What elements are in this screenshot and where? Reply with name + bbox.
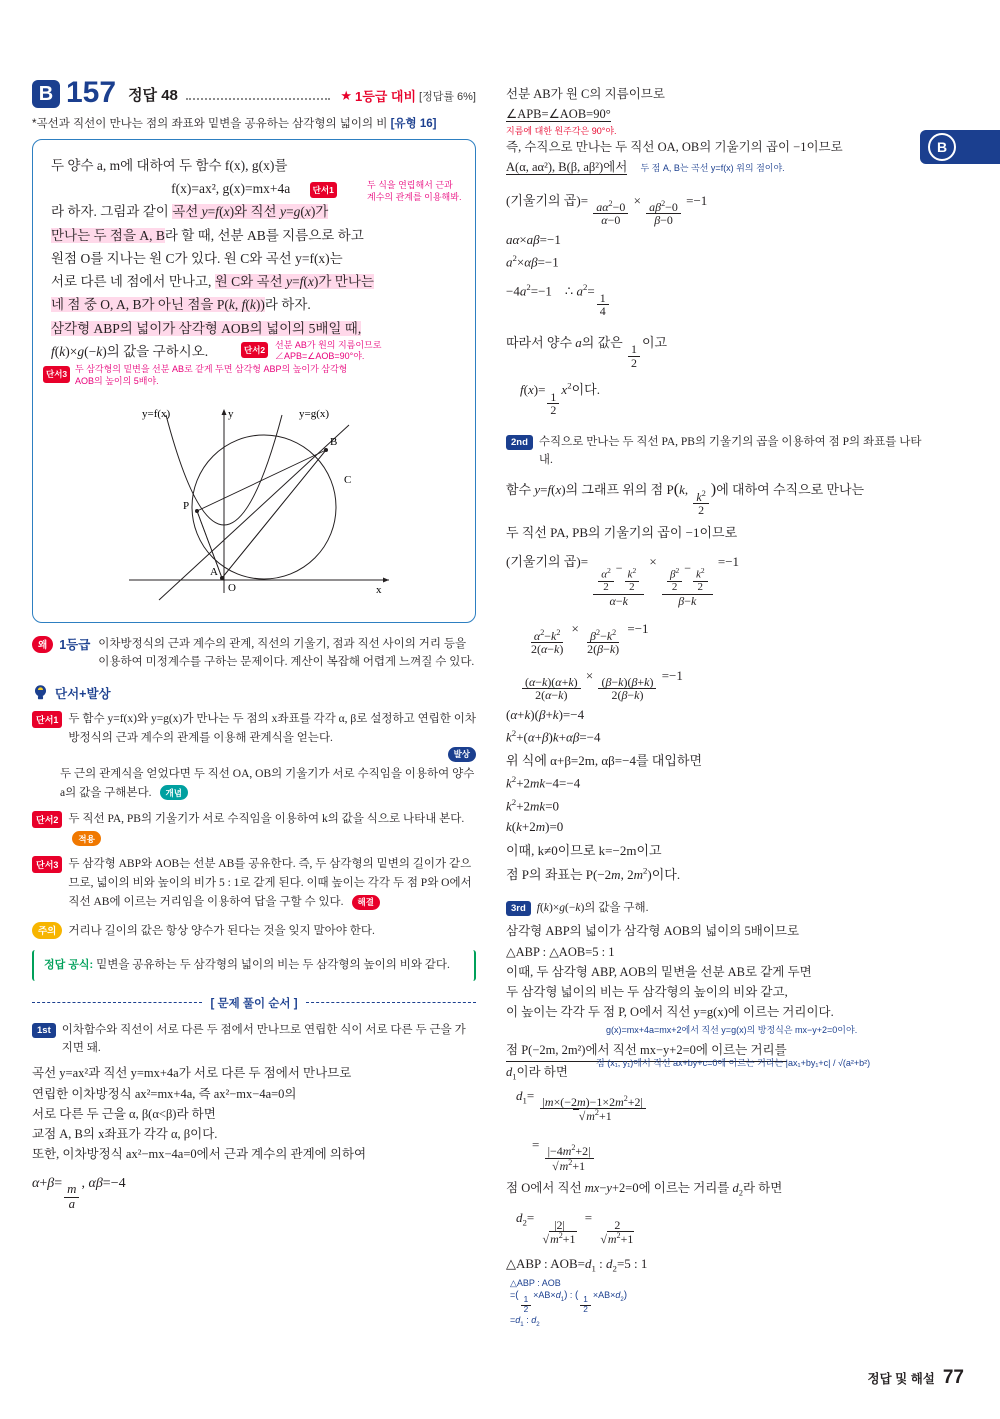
right-intro-line-4: A(α, aα²), B(β, aβ²)에서	[506, 160, 628, 175]
q-line-5: 원점 O를 지나는 원 C가 있다. 원 C와 곡선 y=f(x)는	[51, 250, 343, 266]
caution-badge: 주의	[32, 922, 62, 939]
dist-o-line: 점 O에서 직선 mx−y+2=0에 이르는 거리를 $d_2$라 하면	[506, 1181, 783, 1198]
q-line-1: 두 양수 a, m에 대하여 두 함수 f(x), g(x)를	[51, 158, 288, 173]
question-figure	[104, 395, 404, 610]
dist-eq-1: $d_1=$ $\frac{|m\times(-2m)-1\times 2m^2+2|}{√m^2+1}$	[506, 1088, 926, 1123]
question-text	[46, 154, 462, 389]
step2-eq-7: $k^2+2mk=0$	[506, 796, 560, 814]
figure-label-B: B	[330, 435, 338, 448]
dist-line-1: 점 P(−2m, 2m²)에서 직선 mx−y+2=0에 이르는 거리를	[506, 1040, 787, 1061]
step2-line-1: 함수 y=f(x)의 그래프 위의 점 P(k, $\frac{k^2}{2}$ )에 대하여 수직으로 만나는	[506, 480, 865, 518]
page-footer	[868, 1367, 964, 1389]
clue-item-3-text: 두 직선 PA, PB의 기울기가 서로 수직임을 이용하여 k의 값을 식으로 나타내 본다.	[68, 813, 465, 826]
figure-label-x: x	[376, 583, 382, 596]
step2-eq-8: k(k+2m)=0	[506, 819, 564, 835]
step1-equation: α+β= $\frac{m}{a}$ , αβ=−4	[32, 1175, 126, 1211]
footer-text: 정답 및 해설	[867, 1372, 935, 1386]
step1-badge: 1st	[32, 1023, 56, 1038]
answer-formula-text: 밑변을 공유하는 두 삼각형의 넓이의 비는 두 삼각형의 높이의 비와 같다.	[96, 959, 450, 972]
clue-item-1	[32, 709, 476, 760]
clue-note-1: 두 식을 연립해서 근과 계수의 관계를 이용해봐.	[367, 180, 462, 203]
eq-1: aα×aβ=−1	[506, 232, 561, 248]
right-intro-line-4-wrap	[506, 157, 926, 177]
step2-eq-5: 위 식에 α+β=2m, αβ=−4를 대입하면	[506, 753, 703, 769]
step2-title: 수직으로 만나는 두 직선 PA, PB의 기울기의 곱을 이용하여 점 P의 좌표를 나타내.	[538, 435, 922, 467]
q-line-7: 네 점 중 O, A, B가 아닌 점을 P(k, f(k))라 하자.	[51, 297, 311, 313]
right-intro-line-1: 선분 AB가 원 C의 지름이므로	[506, 87, 665, 101]
figure-label-A: A	[210, 565, 218, 578]
caution-text: 거리나 길이의 값은 항상 양수가 된다는 것을 잊지 말아야 한다.	[68, 924, 375, 937]
note-g-equation: g(x)=mx+4a=mx+2에서 직선 y=g(x)의 방정식은 mx−y+2=0이야.	[606, 1024, 858, 1035]
clue-item-3-badge: 단서2	[32, 811, 62, 828]
q-line-4: 만나는 두 점을 A, B라 할 때, 선분 AB를 지름으로 하고	[51, 227, 364, 243]
right-intro-line-2: ∠APB=∠AOB=90°	[506, 107, 611, 122]
step3-badge: 3rd	[506, 901, 531, 916]
lightbulb-icon	[32, 684, 49, 701]
figure-label-yfx: y=f(x)	[142, 407, 171, 420]
step2-eq-1: $\frac{\alpha^2-k^2}{2(\alpha-k)}$ × $\frac{\beta^2-k^2}{2(\beta-k)}$ =−1	[531, 621, 649, 657]
clue-item-4-text: 두 삼각형 ABP와 AOB는 선분 AB를 공유한다. 즉, 두 삼각형의 밑변의 길이가 같으므로, 넓이의 비와 높이의 비가 5 : 1로 같게 된다. 이때 높이는 각각 두 점 P와 O에서 직선 AB에 이르는 거리임을 이용하여 답을 구할 수 있다.	[68, 857, 472, 909]
note-top: 지름에 대한 원주각은 90°야.	[506, 125, 617, 136]
left-column	[32, 78, 476, 1211]
clue-tag-1: 단서1	[310, 182, 337, 199]
final-ratio-eq: △ABP : $AOB=d_1$ : $d_2=5$ : 1	[506, 1255, 648, 1274]
step2-eq-0: (기울기의 곱)= $\frac{\alpha^2}{2}$ − $\frac{k^2}{2}$ α−k × $\frac{\beta^2}{2}$ − $\frac{k^2}{2}$ β−k =−1	[506, 553, 740, 608]
why-title: 1등급	[59, 637, 91, 652]
grade-group	[340, 86, 476, 105]
figure-label-ygx: y=g(x)	[299, 407, 330, 420]
right-intro-line-2-wrap	[506, 104, 926, 137]
note-point: 두 점 A, B는 곡선 y=f(x) 위의 점이야.	[640, 163, 785, 174]
question-type: [유형 16]	[390, 118, 437, 130]
q-line-3: 라 하자. 그림과 같이 곡선 y=f(x)와 직선 y=g(x)가	[51, 204, 329, 220]
clue-note-2: 선분 AB가 원의 지름이므로 ∠APB=∠AOB=90°야.	[275, 339, 382, 362]
step2-row	[506, 433, 926, 470]
final-ratio-note	[506, 1278, 926, 1328]
q-line-9: f(k)×g(−k)의 값을 구하시오.	[51, 343, 209, 359]
step1-row	[32, 1021, 476, 1058]
question-subtitle-text: *곡선과 직선이 만나는 점의 좌표와 밑변을 공유하는 삼각형의 넓이의 비	[32, 118, 388, 130]
dist-eq-2: = $\frac{|-4m^2+2|}{√m^2+1}$	[506, 1137, 926, 1172]
step2-line-2: 두 직선 PA, PB의 기울기의 곱이 −1이므로	[506, 524, 738, 540]
slope-product-eq: (기울기의 곱)= $\frac{a\alpha^2-0}{\alpha-0}$ × $\frac{a\beta^2-0}{\beta-0}$ =−1	[506, 192, 708, 228]
dist-eq-3: $d_2=$ $\frac{|2|}{√m^2+1}$ = $\frac{2}{√m^2+1}$	[516, 1210, 634, 1247]
clue-tag-3: 단서3	[43, 366, 70, 383]
final-ratio-note-l3: $=d_1$ : $d_2$	[510, 1314, 540, 1328]
clue3-wrap	[46, 363, 457, 389]
question-number: 157	[66, 76, 117, 109]
q-line-2-text: f(x)=ax², g(x)=mx+4a	[171, 181, 291, 197]
caution-row	[32, 922, 476, 940]
step2-eq-6: $k^2+2mk-4=-4$	[506, 774, 581, 791]
step1-body	[32, 1063, 476, 1211]
step1-line-2: 연립한 이차방정식 ax²=mx+4a, 즉 ax²−mx−4a=0의	[32, 1086, 297, 1101]
clue-item-3	[32, 809, 476, 846]
badge-b: B	[32, 80, 60, 108]
question-box	[32, 139, 476, 623]
figure-label-O: O	[228, 581, 236, 594]
step1-line-1: 곡선 y=ax²과 직선 y=mx+4a가 서로 다른 두 점에서 만나므로	[32, 1066, 352, 1081]
final-ratio-note-l1: △ABP : AOB	[510, 1278, 561, 1289]
clue-item-2-pill: 개념	[160, 785, 188, 800]
answer-formula-box	[32, 950, 476, 980]
clue-item-4-pill: 해결	[352, 895, 380, 910]
clue-section-header	[32, 684, 476, 702]
answer-rate: [정답률 6%]	[419, 90, 476, 103]
step1-line-3: 서로 다른 두 근을 α, β(α<β)라 하면	[32, 1106, 216, 1121]
solution-order-title: [ 문제 풀이 순서 ]	[210, 997, 298, 1010]
eq-3: $-4a^2=-1$ ∴ $a^2=$ $\frac{1}{4}$	[506, 282, 926, 318]
step2-eq-2: $\frac{(\alpha-k)(\alpha+k)}{2(\alpha-k)}$ × $\frac{(\beta-k)(\beta+k)}{2(\beta-k)}$ =−1	[506, 668, 926, 702]
step1-line-4: 교점 A, B의 x좌표가 각각 α, β이다.	[32, 1127, 218, 1142]
step2-eq-4: $k^2+(\alpha+\beta)k+\alpha\beta=-4$	[506, 728, 601, 745]
question-subtitle	[32, 115, 476, 131]
why-section	[32, 635, 476, 672]
step3-line-3: 이때, 두 삼각형 ABP, AOB의 밑변을 선분 AB로 같게 두면	[506, 964, 812, 979]
step2-eq-9: 이때, k≠0이므로 k=−2m이고	[506, 843, 662, 859]
step3-line-1: 삼각형 ABP의 넓이가 삼각형 AOB의 넓이의 5배이므로	[506, 924, 800, 939]
answer-formula-title: 정답 공식:	[44, 959, 94, 972]
star-icon: ★	[340, 87, 352, 103]
step3-title: f(k)×g(−k)의 값을 구해.	[536, 902, 649, 915]
step2-eq-label: (기울기의 곱)=	[506, 553, 589, 569]
right-column	[506, 84, 926, 1328]
right-intro-line-3: 즉, 수직으로 만나는 두 직선 OA, OB의 기울기의 곱이 −1이므로	[506, 140, 843, 155]
step2-eq-3: (α+k)(β+k)=−4	[506, 707, 585, 723]
q-line-6: 서로 다른 네 점에서 만나고, 원 C와 곡선 y=f(x)가 만나는	[51, 274, 374, 290]
figure-label-C: C	[344, 473, 352, 486]
why-badge: 왜	[32, 636, 53, 653]
eq-2: $a^2\times\alpha\beta=-1$	[506, 253, 559, 270]
why-text: 이차방정식의 근과 계수의 관계, 직선의 기울기, 점과 직선 사이의 거리 등을 이용하여 미정계수를 구하는 문제이다. 계산이 복잡해 어렵게 느껴질 수 있다.	[98, 637, 475, 669]
footer-page-number: 77	[942, 1367, 964, 1388]
step1-title: 이차함수와 직선이 서로 다른 두 점에서 만나므로 연립한 식이 서로 다른 두 근을 가지면 돼.	[61, 1023, 466, 1055]
dist-line-2: $d_1$이라 하면	[506, 1064, 568, 1082]
dot-leader	[186, 97, 330, 100]
clue-tag-2: 단서2	[241, 342, 268, 359]
section-tab-b	[920, 130, 1000, 164]
result-line-2: f(x)= $\frac{1}{2}$ $x^2$이다.	[520, 381, 600, 418]
clue-item-1-text: 두 함수 y=f(x)와 y=g(x)가 만나는 두 점의 x좌표를 각각 α, β로 설정하고 연립한 이차방정식의 근과 계수의 관계를 이용해 관계식을 얻는다.	[68, 712, 476, 745]
answer-label: 정답 48	[128, 87, 178, 104]
question-header	[32, 78, 476, 108]
grade-label: 1등급 대비	[354, 89, 417, 104]
final-ratio-note-l2: =( $\frac{1}{2}$ $\times AB\times d_1$) : ( $\frac{1}{2}$ $\times AB\times d_2$)	[510, 1290, 628, 1315]
slope-product-label: (기울기의 곱)=	[506, 192, 589, 208]
figure-label-P: P	[183, 499, 190, 512]
step3-row	[506, 899, 926, 917]
clue-note-3: 두 삼각형의 밑변을 선분 AB로 같게 두면 삼각형 ABP의 높이가 삼각형 AOB의 높이의 5배야.	[75, 363, 348, 386]
note-distance-formula	[506, 1058, 926, 1070]
right-intro	[506, 84, 926, 178]
section-tab-label: B	[928, 133, 956, 161]
clue-item-1-pill: 발상	[448, 747, 476, 762]
clue-item-4	[32, 854, 476, 912]
step3-line-5: 이 높이는 각각 두 점 P, O에서 직선 y=g(x)에 이르는 거리이다.	[506, 1005, 834, 1020]
clue-title: 단서+발상	[55, 686, 111, 701]
figure-label-y: y	[228, 407, 234, 420]
q-line-9-wrap	[51, 340, 457, 363]
step2-badge: 2nd	[506, 435, 533, 450]
step2-eq-10: 점 P의 좌표는 P(−2m, $2m^2$)이다.	[506, 865, 681, 883]
clue-item-3-pill: 적용	[72, 831, 100, 846]
clue-item-1-badge: 단서1	[32, 711, 62, 728]
solution-order-divider	[32, 995, 476, 1011]
clue-item-4-badge: 단서3	[32, 856, 62, 873]
step3-body	[506, 921, 926, 1022]
step3-line-2: △ABP : △AOB=5 : 1	[506, 944, 615, 959]
clue-item-2	[32, 764, 476, 803]
clue-item-2-text: 두 근의 관계식을 얻었다면 두 직선 OA, OB의 기울기가 서로 수직임을 이용하여 양수 a의 값을 구해본다.	[60, 767, 475, 799]
step1-line-5: 또한, 이차방정식 ax²−mx−4a=0에서 근과 계수의 관계에 의하여	[32, 1147, 367, 1162]
note-distance-formula-text: 점 (x₁, y₁)에서 직선 ax+by+c=0에 이르는 거리는 |ax₁+by₁+c| / √(a²+b²)	[596, 1057, 871, 1068]
result-line-1: 따라서 양수 a의 값은 $\frac{1}{2}$ 이고	[506, 335, 668, 370]
step3-line-4: 두 삼각형 넓이의 비는 두 삼각형의 높이의 비와 같고,	[506, 985, 788, 1000]
q-line-8: 삼각형 ABP의 넓이가 삼각형 AOB의 넓이의 5배일 때,	[51, 320, 362, 336]
